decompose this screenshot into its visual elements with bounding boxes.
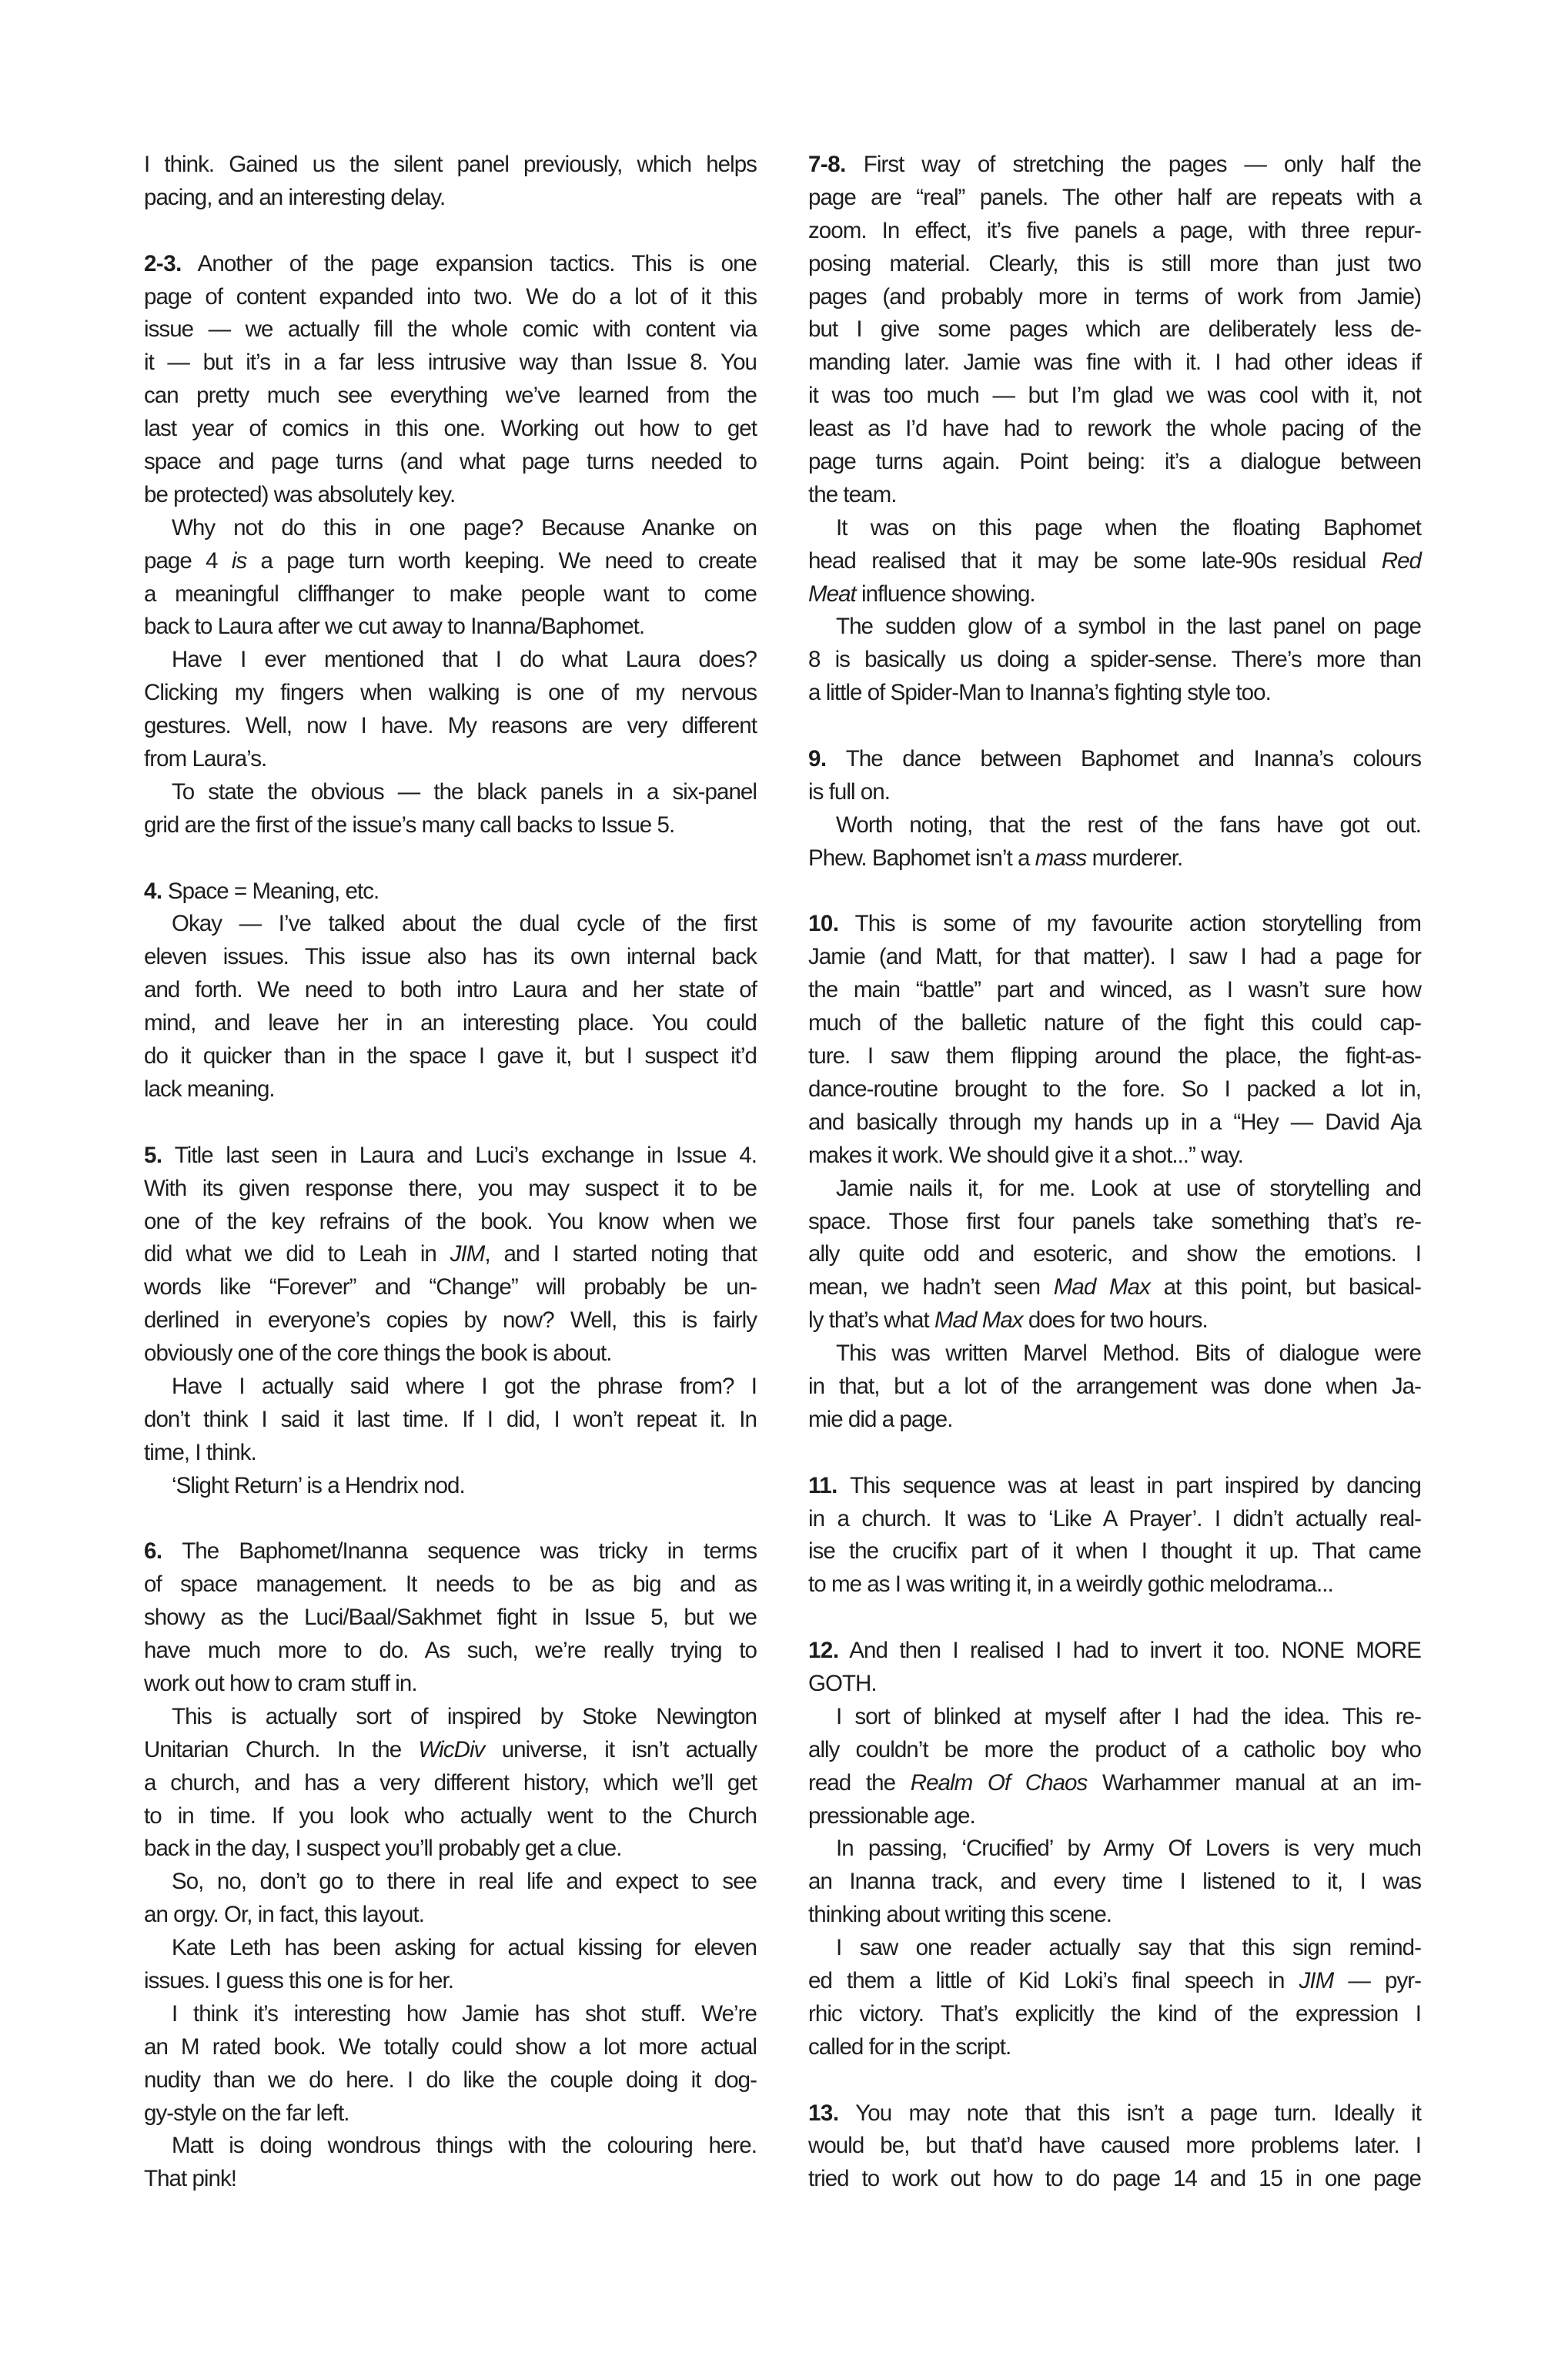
- text-line: Unitarian Church. In the WicDiv universe, it isn’t actually: [144, 1736, 757, 1762]
- italic-title: Mad Max: [1053, 1274, 1150, 1300]
- paragraph: [144, 1998, 757, 2130]
- text-line: That pink!: [144, 2166, 237, 2192]
- text-line: an M rated book. We totally could show a lot more actual: [144, 2033, 757, 2060]
- text-line: showy as the Luci/Baal/Sakhmet fight in Issue 5, but we: [144, 1605, 757, 1631]
- section-number: 10.: [808, 911, 839, 937]
- text-line: GOTH.: [808, 1670, 877, 1696]
- text-line: ture. I saw them flipping around the place, the fight-as-: [808, 1043, 1421, 1069]
- section-number: 9.: [808, 746, 827, 772]
- text-line: It was on this page when the floating Baphomet: [836, 514, 1421, 541]
- text-line: called for in the script.: [808, 2033, 1011, 2060]
- text-line: 2-3. Another of the page expansion tactics. This is one: [144, 250, 757, 276]
- text-line: in a church. It was to ‘Like A Prayer’. I didn’t actually real-: [808, 1505, 1421, 1531]
- text-line: 11. This sequence was at least in part inspired by dancing: [808, 1472, 1421, 1498]
- paragraph: [808, 743, 1421, 809]
- text-line: page turns again. Point being: it’s a dialogue between: [808, 449, 1421, 475]
- left-column: [144, 149, 757, 2196]
- text-line: ise the crucifix part of it when I thought it up. That came: [808, 1538, 1421, 1565]
- paragraph: [808, 1470, 1421, 1602]
- text-line: in that, but a lot of the arrangement was done when Ja-: [808, 1373, 1421, 1399]
- text-line: dance-routine brought to the fore. So I packed a lot in,: [808, 1076, 1421, 1102]
- paragraph: [144, 1932, 757, 1998]
- paragraph: [808, 1337, 1421, 1437]
- text-line: can pretty much see everything we’ve learned from the: [144, 383, 757, 409]
- text-line: pacing, and an interesting delay.: [144, 184, 446, 210]
- text-line: manding later. Jamie was fine with it. I had other ideas if: [808, 350, 1421, 376]
- text-line: I think it’s interesting how Jamie has shot stuff. We’re: [172, 2000, 757, 2027]
- section-number: 11.: [808, 1472, 837, 1498]
- text-line: obviously one of the core things the book is about.: [144, 1341, 612, 1367]
- text-line: Meat influence showing.: [808, 581, 1035, 607]
- text-line: zoom. In effect, it’s five panels a page, with three repur-: [808, 217, 1421, 243]
- text-line: mind, and leave her in an interesting place. You could: [144, 1010, 757, 1036]
- text-line: page 4 is a page turn worth keeping. We need to create: [144, 547, 757, 574]
- text-line: Worth noting, that the rest of the fans have got out.: [836, 812, 1421, 838]
- text-line: Why not do this in one page? Because Ananke on: [172, 514, 757, 541]
- right-column: [808, 149, 1421, 2196]
- italic-title: mass: [1035, 845, 1087, 871]
- text-line: This was written Marvel Method. Bits of dialogue were: [836, 1341, 1421, 1367]
- text-line: one of the key refrains of the book. You know when we: [144, 1208, 757, 1234]
- text-line: mie did a page.: [808, 1406, 953, 1432]
- text-line: time, I think.: [144, 1439, 256, 1465]
- italic-title: JIM: [1299, 1967, 1334, 1993]
- text-line: I saw one reader actually say that this sign remind-: [836, 1935, 1421, 1961]
- italic-title: JIM: [450, 1241, 485, 1267]
- text-line: page of content expanded into two. We do a lot of it this: [144, 283, 757, 310]
- text-line: of space management. It needs to be as big and as: [144, 1571, 757, 1598]
- section-number: 7-8.: [808, 152, 846, 177]
- paragraph: [144, 149, 757, 215]
- text-line: 4. Space = Meaning, etc.: [144, 878, 379, 904]
- text-line: the team.: [808, 481, 897, 507]
- paragraph: [144, 1701, 757, 1866]
- text-line: be protected) was absolutely key.: [144, 481, 456, 507]
- paragraph: [144, 1470, 757, 1503]
- text-line: it was too much — but I’m glad we was cool with it, not: [808, 383, 1421, 409]
- paragraph: [144, 1535, 757, 1700]
- paragraph: [144, 248, 757, 512]
- text-line: last year of comics in this one. Working out how to get: [144, 416, 757, 442]
- section-number: 12.: [808, 1638, 839, 1664]
- text-line: but I give some pages which are deliberately less de-: [808, 316, 1421, 343]
- text-line: an Inanna track, and every time I listened to it, I was: [808, 1869, 1421, 1895]
- text-line: from Laura’s.: [144, 746, 267, 772]
- text-line: 5. Title last seen in Laura and Luci’s exchange in Issue 4.: [144, 1142, 757, 1168]
- paragraph: [144, 1371, 757, 1470]
- text-line: and forth. We need to both intro Laura and her state of: [144, 977, 757, 1003]
- paragraph: [808, 149, 1421, 512]
- text-line: rhic victory. That’s explicitly the kind of the expression I: [808, 2000, 1421, 2027]
- text-line: don’t think I said it last time. If I did, I won’t repeat it. In: [144, 1406, 757, 1432]
- text-line: The sudden glow of a symbol in the last panel on page: [836, 614, 1421, 640]
- text-line: 6. The Baphomet/Inanna sequence was tricky in terms: [144, 1538, 757, 1565]
- text-line: gestures. Well, now I have. My reasons are very different: [144, 713, 757, 739]
- section-number: 2-3.: [144, 250, 182, 276]
- paragraph: [144, 512, 757, 644]
- text-line: would be, but that’d have caused more problems later. I: [808, 2133, 1421, 2159]
- text-line: words like “Forever” and “Change” will probably be un-: [144, 1274, 757, 1300]
- text-line: have much more to do. As such, we’re really trying to: [144, 1638, 757, 1664]
- text-line: Have I actually said where I got the phrase from? I: [172, 1373, 757, 1399]
- text-line: ly that’s what Mad Max does for two hours.: [808, 1307, 1208, 1334]
- text-line: least as I’d have had to rework the whole pacing of the: [808, 416, 1421, 442]
- text-line: mean, we hadn’t seen Mad Max at this point, but basical-: [808, 1274, 1421, 1300]
- paragraph: [808, 1635, 1421, 1701]
- text-line: In passing, ‘Crucified’ by Army Of Lovers is very much: [836, 1836, 1421, 1862]
- text-line: back in the day, I suspect you’ll probably get a clue.: [144, 1836, 622, 1862]
- text-line: Matt is doing wondrous things with the colouring here.: [172, 2133, 757, 2159]
- text-line: nudity than we do here. I do like the couple doing it dog-: [144, 2067, 757, 2093]
- text-line: much of the balletic nature of the fight this could cap-: [808, 1010, 1421, 1036]
- text-line: Phew. Baphomet isn’t a mass murderer.: [808, 845, 1183, 871]
- text-line: posing material. Clearly, this is still more than just two: [808, 250, 1421, 276]
- text-line: ally couldn’t be more the product of a catholic boy who: [808, 1736, 1421, 1762]
- text-line: ‘Slight Return’ is a Hendrix nod.: [172, 1472, 465, 1498]
- text-line: 12. And then I realised I had to invert it too. NONE MORE: [808, 1638, 1421, 1664]
- text-line: pages (and probably more in terms of work from Jamie): [808, 283, 1421, 310]
- text-line: tried to work out how to do page 14 and 15 in one page: [808, 2166, 1421, 2192]
- paragraph: [144, 2130, 757, 2196]
- paragraph: [144, 908, 757, 1106]
- paragraph: [808, 1701, 1421, 1833]
- text-line: space and page turns (and what page turns needed to: [144, 449, 757, 475]
- italic-title: Red: [1381, 547, 1421, 574]
- text-line: gy-style on the far left.: [144, 2100, 349, 2126]
- paragraph: [808, 1932, 1421, 2064]
- paragraph: [144, 776, 757, 842]
- text-line: Clicking my fingers when walking is one of my nervous: [144, 680, 757, 706]
- text-line: Kate Leth has been asking for actual kissing for eleven: [172, 1935, 757, 1961]
- text-line: the main “battle” part and winced, as I wasn’t sure how: [808, 977, 1421, 1003]
- section-number: 5.: [144, 1142, 162, 1168]
- text-line: makes it work. We should give it a shot...” way.: [808, 1142, 1243, 1168]
- text-line: 13. You may note that this isn’t a page turn. Ideally it: [808, 2100, 1421, 2126]
- text-line: pressionable age.: [808, 1802, 975, 1829]
- text-line: to me as I was writing it, in a weirdly gothic melodrama...: [808, 1571, 1333, 1598]
- text-line: ed them a little of Kid Loki’s final speech in JIM — pyr-: [808, 1967, 1422, 1993]
- italic-title: WicDiv: [418, 1736, 485, 1762]
- text-line: 10. This is some of my favourite action storytelling from: [808, 911, 1421, 937]
- text-line: 9. The dance between Baphomet and Inanna’s colours: [808, 746, 1421, 772]
- paragraph: [808, 512, 1421, 611]
- text-line: thinking about writing this scene.: [808, 1902, 1112, 1928]
- paragraph: [144, 1140, 757, 1371]
- text-line: With its given response there, you may suspect it to be: [144, 1175, 757, 1201]
- text-line: a meaningful cliffhanger to make people want to come: [144, 581, 757, 607]
- italic-title: Realm Of Chaos: [910, 1769, 1088, 1796]
- italic-title: Meat: [808, 581, 856, 607]
- text-line: 7-8. First way of stretching the pages — only half the: [808, 152, 1421, 177]
- text-line: issue — we actually fill the whole comic with content via: [144, 316, 757, 343]
- text-line: work out how to cram stuff in.: [144, 1670, 417, 1696]
- text-line: derlined in everyone’s copies by now? Well, this is fairly: [144, 1307, 757, 1334]
- text-line: read the Realm Of Chaos Warhammer manual at an im-: [808, 1769, 1421, 1796]
- paragraph: [144, 875, 757, 909]
- text-line: issues. I guess this one is for her.: [144, 1967, 453, 1993]
- text-line: This is actually sort of inspired by Stoke Newington: [172, 1703, 757, 1729]
- text-line: ally quite odd and esoteric, and show the emotions. I: [808, 1241, 1421, 1267]
- text-line: a little of Spider-Man to Inanna’s fighting style too.: [808, 680, 1271, 706]
- text-line: did what we did to Leah in JIM, and I started noting that: [144, 1241, 757, 1267]
- text-line: page are “real” panels. The other half are repeats with a: [808, 184, 1421, 210]
- text-line: 8 is basically us doing a spider-sense. There’s more than: [808, 647, 1421, 673]
- paragraph: [808, 611, 1421, 710]
- text-line: Jamie (and Matt, for that matter). I saw I had a page for: [808, 944, 1421, 970]
- paragraph: [808, 1173, 1421, 1337]
- text-line: I think. Gained us the silent panel previously, which helps: [144, 152, 757, 177]
- text-line: is full on.: [808, 778, 890, 805]
- text-line: it — but it’s in a far less intrusive way than Issue 8. You: [144, 350, 757, 376]
- text-line: do it quicker than in the space I gave it, but I suspect it’d: [144, 1043, 757, 1069]
- text-line: Jamie nails it, for me. Look at use of storytelling and: [836, 1175, 1421, 1201]
- paragraph: [144, 644, 757, 776]
- text-line: So, no, don’t go to there in real life and expect to see: [172, 1869, 757, 1895]
- section-number: 13.: [808, 2100, 839, 2126]
- section-number: 6.: [144, 1538, 162, 1565]
- italic-title: Mad Max: [934, 1307, 1023, 1334]
- text-line: back to Laura after we cut away to Inanna/Baphomet.: [144, 614, 645, 640]
- text-line: Okay — I’ve talked about the dual cycle of the first: [172, 911, 757, 937]
- text-line: to in time. If you look who actually went to the Church: [144, 1802, 757, 1829]
- text-line: a church, and has a very different history, which we’ll get: [144, 1769, 757, 1796]
- italic-title: is: [231, 547, 247, 574]
- text-line: grid are the first of the issue’s many call backs to Issue 5.: [144, 812, 675, 838]
- paragraph: [808, 809, 1421, 875]
- text-line: head realised that it may be some late-90s residual Red: [808, 547, 1421, 574]
- text-line: an orgy. Or, in fact, this layout.: [144, 1902, 424, 1928]
- paragraph: [808, 1833, 1421, 1932]
- paragraph: [808, 2097, 1421, 2197]
- text-line: lack meaning.: [144, 1076, 275, 1102]
- text-line: space. Those first four panels take something that’s re-: [808, 1208, 1421, 1234]
- paragraph: [144, 1866, 757, 1932]
- text-line: Have I ever mentioned that I do what Laura does?: [172, 647, 757, 673]
- section-number: 4.: [144, 878, 162, 904]
- text-line: To state the obvious — the black panels in a six-panel: [172, 778, 757, 805]
- text-line: eleven issues. This issue also has its own internal back: [144, 944, 757, 970]
- paragraph: [808, 908, 1421, 1172]
- text-line: I sort of blinked at myself after I had the idea. This re-: [836, 1703, 1421, 1729]
- text-line: and basically through my hands up in a “Hey — David Aja: [808, 1109, 1421, 1135]
